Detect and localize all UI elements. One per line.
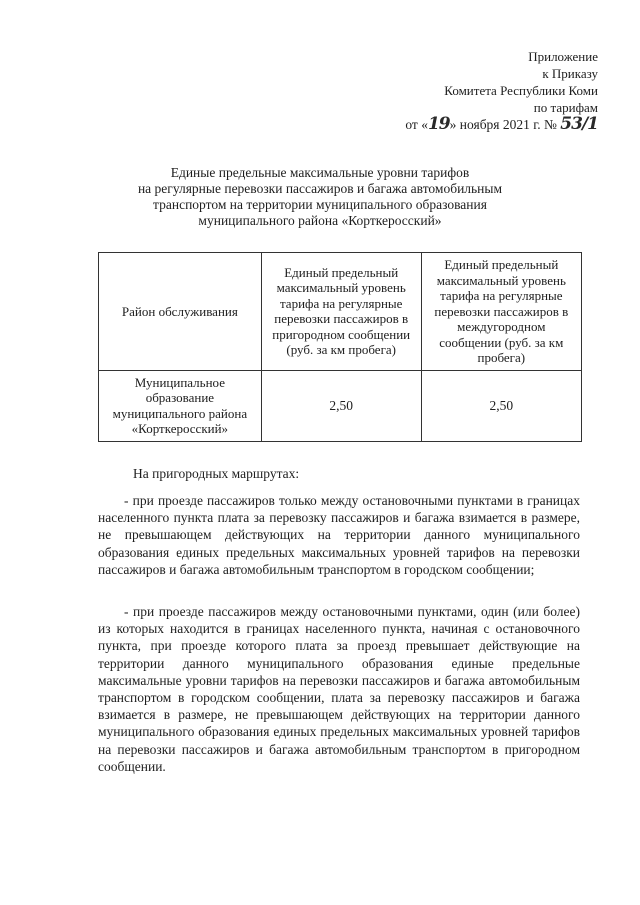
paragraph-2-text: - при проезде пассажиров между остановочными пунктами, один (или более) из которых находится в границах населенного пункта, начиная с остановочного пункта, при проезде которого плата за проезд превышает действующие на территории данного муниципального образования единые предельные максимальные уровни тарифов на перевозки пассажиров и багажа автомобильным транспортом в городском сообщении, плата за перевозку пассажиров и багажа взимается в размере, не превышающем действующих на территории данного муниципального образования единых предельных максимальных уровней тарифов на перевозки пассажиров и багажа автомобильным транспортом в пригородном сообщении. (98, 604, 580, 774)
tariff-table (98, 252, 582, 442)
appendix-header (405, 48, 598, 133)
handwritten-day: 19 (427, 114, 450, 134)
committee-line: Комитета Республики Коми (444, 83, 598, 98)
table-row (99, 370, 582, 441)
date-middle: » ноября 2021 г. № (449, 117, 557, 132)
order-date-line (405, 116, 598, 133)
column-header-district: Район обслуживания (99, 253, 262, 371)
tariffs-line: по тарифам (533, 100, 598, 115)
title-line-3: транспортом на территории муниципального образования (153, 197, 487, 212)
routes-intro: На пригородных маршрутах: (133, 466, 300, 481)
column-header-intercity-tariff: Единый предельный максимальный уровень тарифа на регулярные перевозки пассажиров в междугородном сообщении (руб. за км пробега) (421, 253, 581, 371)
order-line: к Приказу (542, 66, 598, 81)
title-line-2: на регулярные перевозки пассажиров и багажа автомобильным (137, 181, 503, 196)
appendix-line: Приложение (528, 49, 598, 64)
title-line-4: муниципального района «Корткеросский» (198, 213, 442, 228)
date-prefix: от « (405, 117, 428, 132)
paragraph-crossing-settlement (98, 603, 580, 775)
paragraph-within-settlement (98, 492, 580, 578)
handwritten-order-number: 53/1 (560, 114, 598, 134)
column-header-suburban-tariff: Единый предельный максимальный уровень тарифа на регулярные перевозки пассажиров в пригородном сообщении (руб. за км пробега) (261, 253, 421, 371)
cell-district: Муниципальное образование муниципального района «Корткеросский» (99, 370, 262, 441)
table-header-row (99, 253, 582, 371)
cell-intercity-tariff: 2,50 (421, 370, 581, 441)
document-title (120, 165, 520, 229)
cell-suburban-tariff: 2,50 (261, 370, 421, 441)
title-line-1: Единые предельные максимальные уровни тарифов (170, 165, 470, 180)
paragraph-1-text: - при проезде пассажиров только между остановочными пунктами в границах населенного пункта плата за перевозку пассажиров и багажа взимается в размере, не превышающем действующих на территории данного муниципального образования единых предельных максимальных уровней тарифов на перевозки пассажиров и багажа автомобильным транспортом в городском сообщении; (98, 493, 580, 577)
